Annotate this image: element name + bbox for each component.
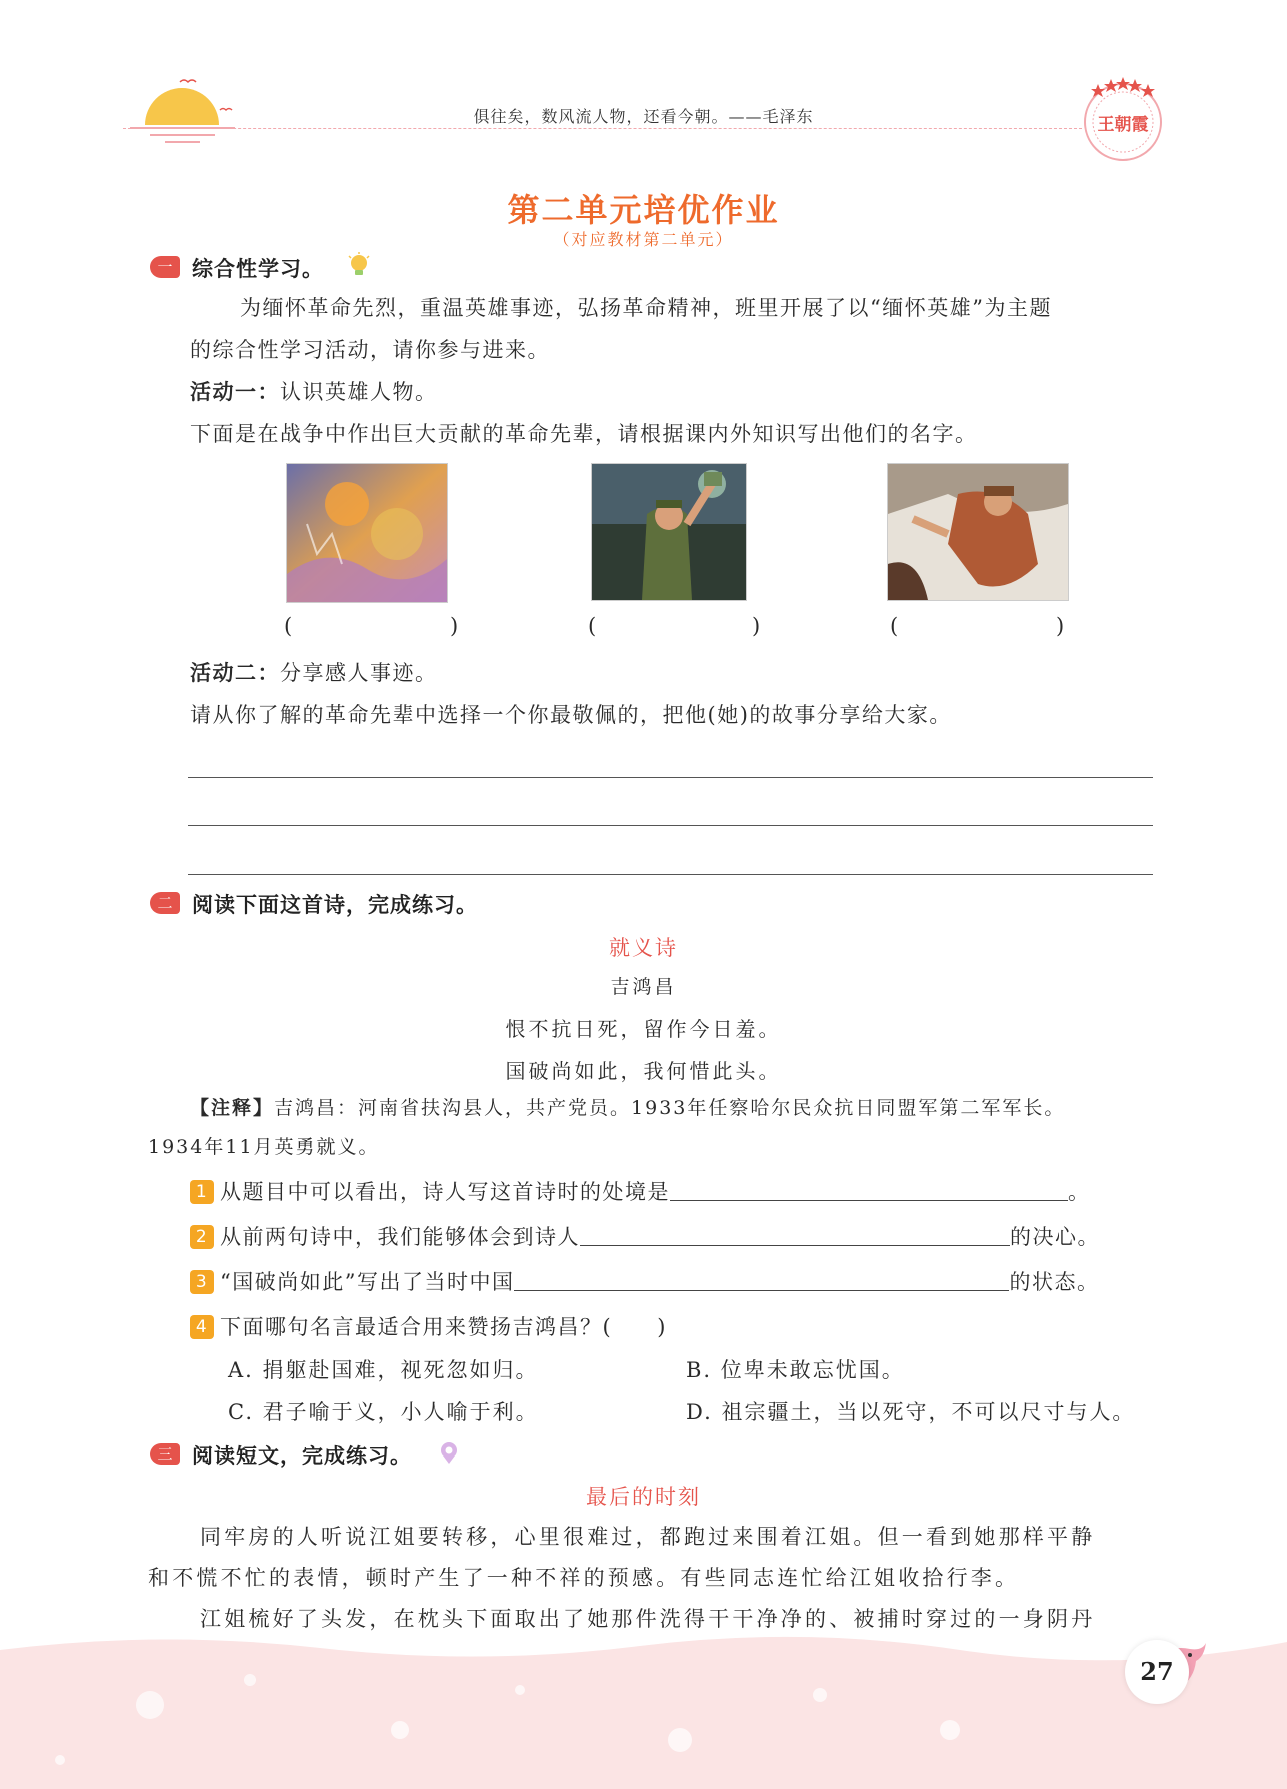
section1-intro-line2: 的综合性学习活动，请你参与进来。 xyxy=(190,338,550,362)
answer-paren-open-3: ( xyxy=(890,614,899,638)
footer-wave xyxy=(0,1620,1287,1789)
answer-blank-q3[interactable] xyxy=(514,1268,1009,1291)
activity1-label: 活动一： xyxy=(190,380,280,404)
option-b[interactable]: B. 位卑未敢忘忧国。 xyxy=(686,1358,905,1382)
question-number-3: 3 xyxy=(190,1270,214,1294)
question-2 xyxy=(190,1221,1100,1251)
poem-note-line2: 1934年11月英勇就义。 xyxy=(148,1136,380,1158)
activity1-text: 认识英雄人物。 xyxy=(280,380,438,404)
answer-blank-q2[interactable] xyxy=(580,1223,1010,1246)
question-suffix-1: 。 xyxy=(1068,1180,1091,1204)
question-text-3: “国破尚如此”写出了当时中国 xyxy=(220,1270,515,1294)
answer-paren-open-2: ( xyxy=(588,614,597,638)
question-4 xyxy=(190,1311,667,1341)
option-c[interactable]: C. 君子喻于义，小人喻于利。 xyxy=(228,1400,539,1424)
section-badge-2: 二 xyxy=(150,892,180,914)
poem-note-text: 吉鸿昌：河南省扶沟县人，共产党员。1933年任察哈尔民众抗日同盟军第二军军长。 xyxy=(274,1097,1066,1119)
activity1-heading xyxy=(190,377,438,407)
option-a[interactable]: A. 捐躯赴国难，视死忽如归。 xyxy=(228,1358,539,1382)
activity2-text: 分享感人事迹。 xyxy=(280,661,438,685)
section-title-1: 综合性学习。 xyxy=(192,257,324,281)
hero-illustration-2 xyxy=(591,463,747,601)
writing-line-2[interactable] xyxy=(188,825,1153,826)
hero-illustration-3 xyxy=(887,463,1069,601)
question-suffix-3: 的状态。 xyxy=(1009,1270,1100,1294)
answer-blank-3[interactable] xyxy=(906,614,1051,642)
activity2-heading xyxy=(190,658,438,688)
header-motto: 俱往矣，数风流人物，还看今朝。——毛泽东 xyxy=(473,107,814,126)
question-text-4: 下面哪句名言最适合用来赞扬吉鸿昌？( ) xyxy=(220,1315,667,1339)
poem-note-line1 xyxy=(190,1093,1065,1123)
section-badge-1: 一 xyxy=(150,256,180,278)
question-3 xyxy=(190,1266,1099,1296)
answer-blank-1[interactable] xyxy=(300,614,445,642)
option-d[interactable]: D. 祖宗疆土，当以死守，不可以尺寸与人。 xyxy=(686,1400,1136,1424)
header-divider xyxy=(123,128,1082,129)
answer-paren-close-1: ) xyxy=(450,614,459,638)
story-line-2: 和不慌不忙的表情，顿时产生了一种不祥的预感。有些同志连忙给江姐收拾行李。 xyxy=(148,1566,1020,1590)
question-number-2: 2 xyxy=(190,1225,214,1249)
answer-paren-close-3: ) xyxy=(1056,614,1065,638)
activity2-instruction: 请从你了解的革命先辈中选择一个你最敬佩的，把他(她)的故事分享给大家。 xyxy=(190,703,952,727)
story-title: 最后的时刻 xyxy=(586,1485,701,1509)
story-line-3: 江姐梳好了头发，在枕头下面取出了她那件洗得干干净净的、被捕时穿过的一身阴丹 xyxy=(200,1607,1096,1631)
answer-blank-q1[interactable] xyxy=(670,1178,1068,1201)
poem-line-2: 国破尚如此，我何惜此头。 xyxy=(505,1059,782,1083)
writing-line-1[interactable] xyxy=(188,777,1153,778)
poem-note-label: 【注释】 xyxy=(190,1097,275,1119)
section-badge-3: 三 xyxy=(150,1443,180,1465)
poem-author: 吉鸿昌 xyxy=(610,976,677,998)
answer-paren-open-1: ( xyxy=(284,614,293,638)
question-number-1: 1 xyxy=(190,1180,214,1204)
story-line-1: 同牢房的人听说江姐要转移，心里很难过，都跑过来围着江姐。但一看到她那样平静 xyxy=(200,1525,1096,1549)
answer-blank-2[interactable] xyxy=(604,614,749,642)
question-number-4: 4 xyxy=(190,1315,214,1339)
lightbulb-icon xyxy=(347,252,371,280)
activity2-label: 活动二： xyxy=(190,661,280,685)
page-number: 27 xyxy=(1125,1640,1189,1704)
unit-title: 第二单元培优作业 xyxy=(507,191,780,229)
activity1-instruction: 下面是在战争中作出巨大贡献的革命先辈，请根据课内外知识写出他们的名字。 xyxy=(190,422,978,446)
section1-intro-line1: 为缅怀革命先烈，重温英雄事迹，弘扬革命精神，班里开展了以“缅怀英雄”为主题 xyxy=(240,296,1052,320)
question-text-2: 从前两句诗中，我们能够体会到诗人 xyxy=(220,1225,580,1249)
brand-seal-text: 王朝霞 xyxy=(1097,115,1149,135)
poem-line-1: 恨不抗日死，留作今日羞。 xyxy=(505,1017,782,1041)
answer-paren-close-2: ) xyxy=(752,614,761,638)
poem-title: 就义诗 xyxy=(609,936,678,960)
unit-subtitle: （对应教材第二单元） xyxy=(553,230,734,249)
hero-illustration-1 xyxy=(286,463,448,603)
question-1 xyxy=(190,1176,1091,1206)
question-suffix-2: 的决心。 xyxy=(1010,1225,1100,1249)
location-pin-icon xyxy=(438,1440,460,1466)
section-title-3: 阅读短文，完成练习。 xyxy=(192,1444,412,1468)
section-title-2: 阅读下面这首诗，完成练习。 xyxy=(192,893,478,917)
question-text-1: 从题目中可以看出，诗人写这首诗时的处境是 xyxy=(220,1180,670,1204)
writing-line-3[interactable] xyxy=(188,874,1153,875)
